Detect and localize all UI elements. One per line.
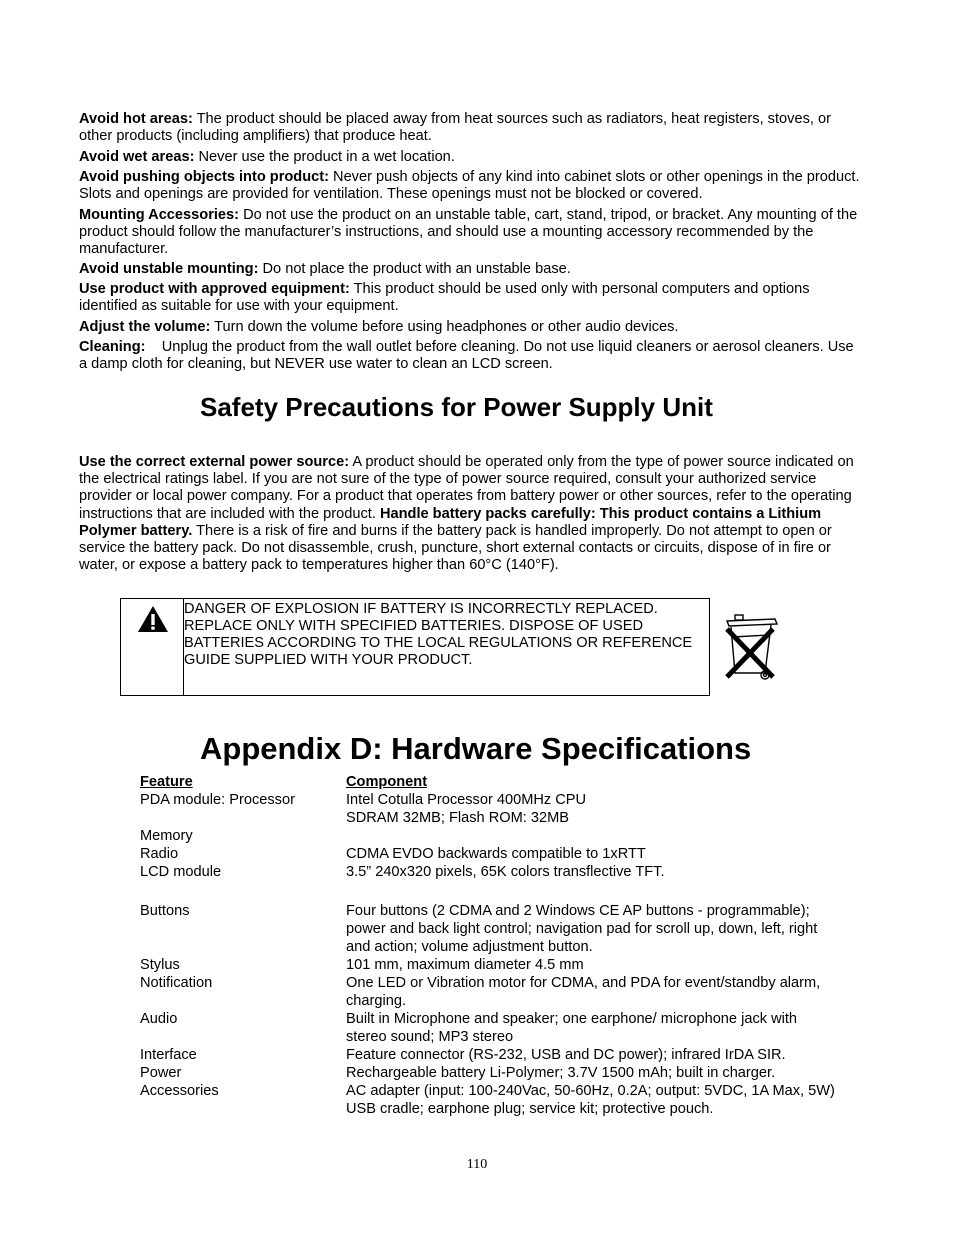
spec-feature: Audio [140, 1011, 178, 1027]
spec-feature [140, 809, 346, 827]
spec-feature: Interface [140, 1047, 197, 1063]
safety-item-wet-areas [79, 149, 864, 166]
table-row [140, 791, 840, 809]
power-section-title: Safety Precautions for Power Supply Unit [200, 392, 713, 422]
safety-item-text: The product should be placed away from heat sources such as radiators, heat registers, stoves, or other products (including amplifiers) that produce heat. [79, 111, 831, 145]
spec-header-row [140, 773, 840, 791]
spec-feature: Buttons [140, 903, 190, 919]
table-row [140, 809, 840, 827]
safety-item-mounting-accessories [79, 207, 864, 259]
battery-warning-text: DANGER OF EXPLOSION IF BATTERY IS INCORRECTLY REPLACED. REPLACE ONLY WITH SPECIFIED BATTERIES. DISPOSE OF USED BATTERIES ACCORDING TO THE LOCAL REGULATIONS OR REFERENCE GUIDE SUPPLIED WITH YOUR PRODUCT. [184, 601, 693, 668]
spec-feature: Power [140, 1065, 182, 1081]
table-row [140, 1100, 840, 1118]
power-text-1: A product should be operated only from the type of power source indicated on the electrical ratings label. If you are not sure of the type of power source required, consult your authorized service provider or local power company. For a product that operates from battery power or other sources, refer to the operating instructions that are included with the product. [79, 454, 854, 522]
safety-item-pushing-objects [79, 169, 864, 203]
spec-header-component: Component [346, 774, 428, 790]
safety-item-text: Never use the product in a wet location. [194, 149, 455, 165]
safety-item-label: Avoid hot areas: [79, 111, 193, 127]
safety-item-label: Cleaning: [79, 339, 146, 355]
hardware-spec-table [140, 773, 840, 1118]
power-source-paragraph [79, 454, 864, 574]
table-row [140, 827, 840, 845]
spec-feature: Stylus [140, 957, 180, 973]
safety-item-cleaning [79, 339, 864, 373]
safety-item-adjust-volume [79, 319, 864, 336]
table-row [140, 974, 840, 1010]
battery-warning-box [120, 598, 710, 696]
safety-item-approved-equipment [79, 281, 864, 315]
table-row [140, 1064, 840, 1082]
table-row [140, 1046, 840, 1064]
spec-component: Built in Microphone and speaker; one earphone/ microphone jack with stereo sound; MP3 stereo [346, 1011, 798, 1045]
safety-item-text: Unplug the product from the wall outlet before cleaning. Do not use liquid cleaners or aerosol cleaners. Use a damp cloth for cleaning, but NEVER use water to clean an LCD screen. [79, 339, 858, 373]
spec-component: 3.5” 240x320 pixels, 65K colors transflective TFT. [346, 864, 665, 880]
spec-feature: LCD module [140, 864, 222, 880]
spec-component: CDMA EVDO backwards compatible to 1xRTT [346, 846, 646, 862]
spec-feature: Radio [140, 846, 179, 862]
page-number: 110 [466, 1157, 488, 1172]
table-row [140, 845, 840, 863]
safety-item-label: Mounting Accessories: [79, 207, 240, 223]
power-text-2: There is a risk of fire and burns if the battery pack is handled improperly. Do not attempt to open or service the battery pack. Do not disassemble, crush, puncture, short external contacts or circuits, dispose of in fire or water, or expose a battery pack to temperatures higher than 60°C (140°F). [79, 522, 832, 574]
spec-feature: PDA module: Processor [140, 792, 295, 808]
spec-component: Feature connector (RS-232, USB and DC power); infrared IrDA SIR. [346, 1047, 786, 1063]
power-label-1: Use the correct external power source: [79, 454, 350, 470]
spec-component: Intel Cotulla Processor 400MHz CPU [346, 792, 587, 808]
spec-component: AC adapter (input: 100-240Vac, 50-60Hz, 0.2A; output: 5VDC, 1A Max, 5W) [346, 1083, 835, 1099]
table-row [140, 863, 840, 881]
spec-feature: Accessories [140, 1083, 219, 1099]
crossed-out-wheelie-bin-icon [721, 611, 781, 683]
safety-item-text: Turn down the volume before using headphones or other audio devices. [210, 319, 679, 335]
spec-feature: Notification [140, 975, 213, 991]
table-row [140, 902, 840, 956]
safety-item-text: Do not use the product on an unstable table, cart, stand, tripod, or bracket. Any mounting of the product should follow the manufacturer’s instructions, and should use a mounting accessory recommended by the manufacturer. [79, 207, 858, 258]
safety-item-text: Never push objects of any kind into cabinet slots or other openings in the product. Slots and openings are provided for ventilation. These openings must not be blocked or covered. [79, 169, 860, 203]
safety-item-unstable-mounting [79, 261, 864, 278]
spec-header-feature: Feature [140, 774, 193, 790]
spec-component: SDRAM 32MB; Flash ROM: 32MB [346, 810, 570, 826]
power-label-2: Handle battery packs carefully: This product contains a Lithium Polymer battery. [79, 505, 822, 539]
spec-component: 101 mm, maximum diameter 4.5 mm [346, 957, 584, 973]
safety-item-label: Use product with approved equipment: [79, 281, 350, 297]
spec-component: Four buttons (2 CDMA and 2 Windows CE AP buttons - programmable); power and back light control; navigation pad for scroll up, down, left, right and action; volume adjustment button. [346, 903, 818, 955]
spec-feature [140, 1100, 346, 1118]
safety-item-label: Avoid unstable mounting: [79, 261, 259, 277]
safety-item-label: Avoid pushing objects into product: [79, 169, 329, 185]
spec-feature: Memory [140, 828, 193, 844]
table-row [140, 1010, 840, 1046]
spec-component [346, 827, 840, 845]
safety-item-label: Avoid wet areas: [79, 149, 195, 165]
safety-item-text: Do not place the product with an unstable base. [258, 261, 571, 277]
table-row [140, 956, 840, 974]
warning-triangle-icon [137, 605, 169, 633]
appendix-title: Appendix D: Hardware Specifications [200, 731, 752, 766]
table-row [140, 1082, 840, 1100]
safety-item-label: Adjust the volume: [79, 319, 211, 335]
spec-component: Rechargeable battery Li-Polymer; 3.7V 1500 mAh; built in charger. [346, 1065, 776, 1081]
spec-component: One LED or Vibration motor for CDMA, and PDA for event/standby alarm, charging. [346, 975, 821, 1009]
spec-component: USB cradle; earphone plug; service kit; protective pouch. [346, 1101, 714, 1117]
safety-item-hot-areas [79, 111, 864, 145]
safety-item-text: This product should be used only with personal computers and options identified as suitable for use with your equipment. [79, 281, 810, 315]
